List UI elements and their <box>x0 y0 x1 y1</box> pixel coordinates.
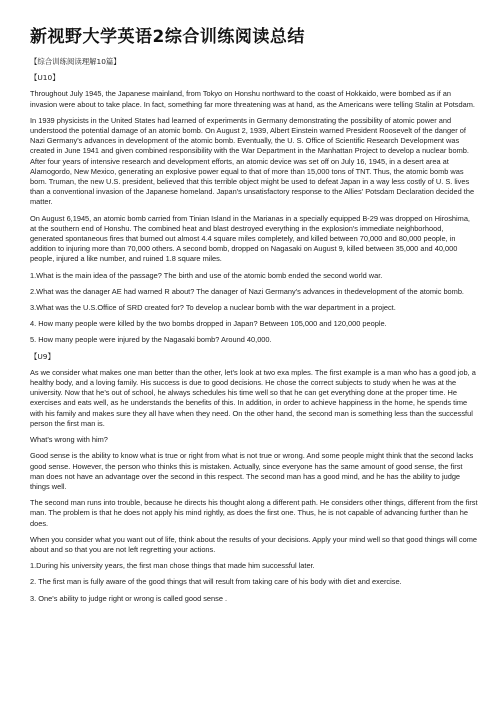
question: 3.What was the U.S.Office of SRD created for? To develop a nuclear bomb with the war department in a project. <box>30 303 396 313</box>
paragraph: In 1939 physicists in the United States had learned of experiments in Germany demonstrating the possibility of atomic power and understood the potential damage of an atomic bomb. On August 2, 1939, Albert Einstein warned President Roosevelt of the danger of Nazi Germany's advances in development of the atomic bomb. Eventually, the U. S. Office of Scientific Research Development was created in June 1941 and given combined responsibility with the War Department in the Manhattan Project to develop a nuclear bomb. After four years of intensive research and development efforts, an atomic device was set off on July 16, 1945, in a desert area at Alamogordo, New Mexico, generating an explosive power equal to that of more than 15,000 tons of TNT. Thus, the atomic bomb was born. Truman, the new U.S. president, believed that this terrible object might be used to defeat Japan in a way less costly of U. S. lives than a conventional invasion of the Japanese homeland. Japan's unsatisfactory response to the Allies' Potsdam Declaration decided the matter. <box>30 115 475 207</box>
question: 5. How many people were injured by the Nagasaki bomb? Around 40,000. <box>30 335 272 345</box>
paragraph: On August 6,1945, an atomic bomb carried from Tinian Island in the Marianas in a specially equipped B-29 was dropped on Hiroshima, at the southern end of Honshu. The combined heat and blast destroyed everything in the explosion's immediate neighborhood, generated spontaneous fires that burned out almost 4.4 square miles completely, and killed between 70,000 and 80,000 people, in addition to injuring more than 70,000 others. A second bomb, dropped on Nagasaki on August 9, killed between 35,000 and 40,000 people, injured a like number, and ruined 1.8 square miles. <box>30 213 470 264</box>
question: 1.During his university years, the first man chose things that made him successful later. <box>30 561 315 571</box>
paragraph: The second man runs into trouble, because he directs his thought along a different path. He considers other things, different from the first man. The problem is that he does not apply his mind rightly, as does the first one. Thus, he is not capable of advancing further than he does. <box>30 498 478 528</box>
page-title: 新视野大学英语2综合训练阅读总结 <box>30 27 305 47</box>
paragraph: Good sense is the ability to know what is true or right from what is not true or wrong. And some people might think that the second lacks good sense. However, the person who thinks this is mistaken. Actually, since everyone has the same amount of good sense, the first man does not have an advantage over the second in this respect. The second man has a good mind, and he has the ability to judge things well. <box>30 451 474 491</box>
section-heading: 【综合训练阅读理解10篇】 <box>30 57 121 66</box>
question: 2. The first man is fully aware of the good things that will result from taking care of his body with diet and exercise. <box>30 577 402 587</box>
paragraph: What’s wrong with him? <box>30 435 108 445</box>
paragraph: As we consider what makes one man better than the other, let’s look at two exa mples. The first example is a man who has a good job, a healthy body, and a loving family. His success is due to good decisions. He chose the correct subjects to study when he was at the university. Now that he’s out of school, he always schedules his time well so that he can get everything done at the proper time. He exercises and eats well, as he understands the benefits of this. In addition, in order to achieve happiness in the home, he spends time with his family and makes sure they all have when they need. On the other hand, the second man is something less than the successful person the first man is. <box>30 367 476 428</box>
unit-label-u9: 【U9】 <box>30 351 55 361</box>
question: 1.What is the main idea of the passage? The birth and use of the atomic bomb ended the second world war. <box>30 270 383 280</box>
question: 2.What was the danager AE had warned R about? The danager of Nazi Germany’s advances in thedevelopment of the atomic bomb. <box>30 286 464 296</box>
question: 4. How many people were killed by the two bombs dropped in Japan? Between 105,000 and 120,000 people. <box>30 319 387 329</box>
unit-label-u10: 【U10】 <box>30 73 60 83</box>
paragraph: Throughout July 1945, the Japanese mainland, from Tokyo on Honshu northward to the coast of Hokkaido, were bombed as if an invasion were about to take place. In fact, something far more threatening was at hand, as the Americans were telling Stalin at Potsdam. <box>30 89 475 109</box>
paragraph: When you consider what you want out of life, think about the results of your decisions. Apply your mind well so that good things will come about and so that you are not left regretting your actions. <box>30 534 477 554</box>
question: 3. One’s ability to judge right or wrong is called good sense . <box>30 593 228 603</box>
